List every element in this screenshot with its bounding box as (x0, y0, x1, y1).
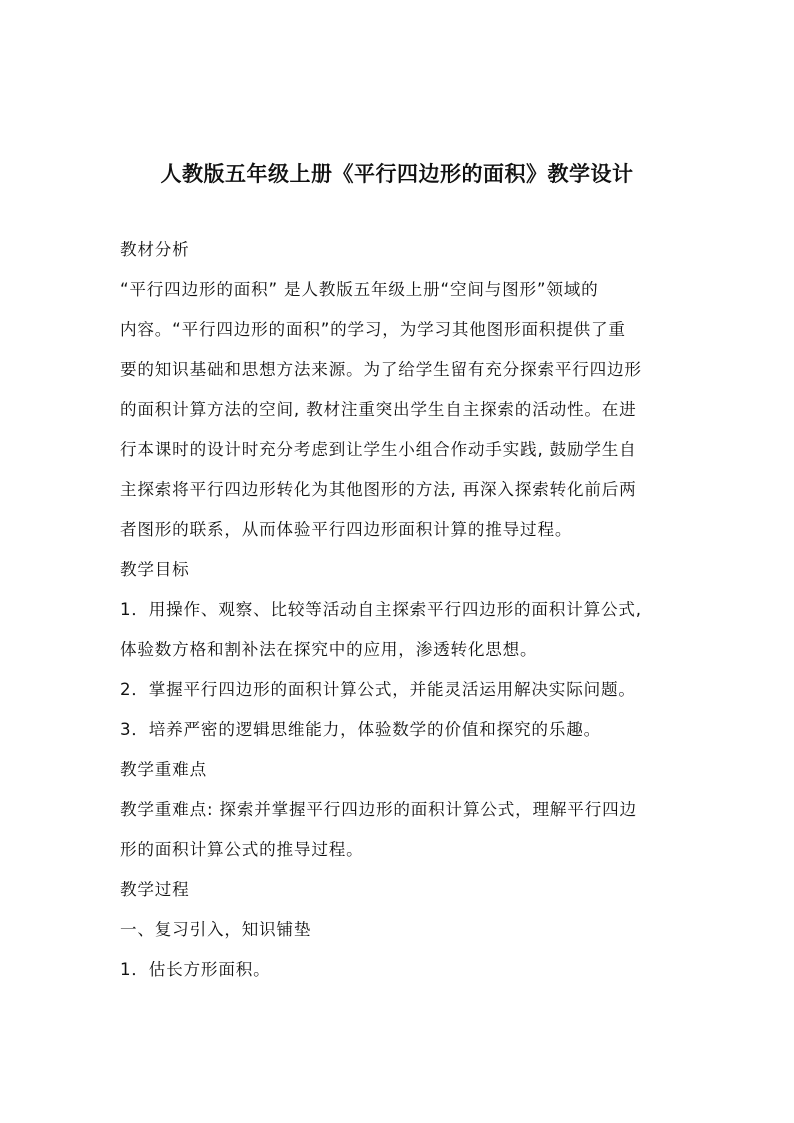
paragraph-line: 的面积计算方法的空间, 教材注重突出学生自主探索的活动性。在进 (120, 400, 637, 419)
paragraph-line: 主探索将平行四边形转化为其他图形的方法, 再深入探索转化前后两 (120, 480, 637, 499)
section-heading-textbook-analysis: 教材分析 (120, 240, 190, 259)
process-step-1-heading: 一、复习引入，知识铺垫 (120, 920, 312, 939)
paragraph-line: 要的知识基础和思想方法来源。为了给学生留有充分探索平行四边形 (120, 360, 642, 379)
paragraph-line: 者图形的联系，从而体验平行四边形面积计算的推导过程。 (120, 520, 573, 539)
goal-item-1: 1．用操作、观察、比较等活动自主探索平行四边形的面积计算公式, (120, 600, 642, 619)
document-title: 人教版五年级上册《平行四边形的面积》教学设计 (160, 162, 634, 186)
goal-item-1-continued: 体验数方格和割补法在探究中的应用，渗透转化思想。 (120, 640, 538, 659)
paragraph-line: 行本课时的设计时充分考虑到让学生小组合作动手实践, 鼓励学生自 (120, 440, 637, 459)
key-points-text: 教学重难点: 探索并掌握平行四边形的面积计算公式，理解平行四边 (120, 800, 637, 819)
section-heading-key-points: 教学重难点 (120, 760, 207, 779)
section-heading-teaching-process: 教学过程 (120, 880, 190, 899)
key-points-text-continued: 形的面积计算公式的推导过程。 (120, 840, 364, 859)
process-step-1-item-1: 1．估长方形面积。 (120, 960, 271, 979)
goal-item-3: 3．培养严密的逻辑思维能力，体验数学的价值和探究的乐趣。 (120, 720, 601, 739)
section-heading-teaching-goals: 教学目标 (120, 560, 190, 579)
goal-item-2: 2．掌握平行四边形的面积计算公式，并能灵活运用解决实际问题。 (120, 680, 636, 699)
paragraph-line: “平行四边形的面积” 是人教版五年级上册“空间与图形”领域的 (120, 280, 599, 299)
paragraph-line: 内容。“平行四边形的面积”的学习，为学习其他图形面积提供了重 (120, 320, 626, 339)
document-body (120, 230, 680, 990)
